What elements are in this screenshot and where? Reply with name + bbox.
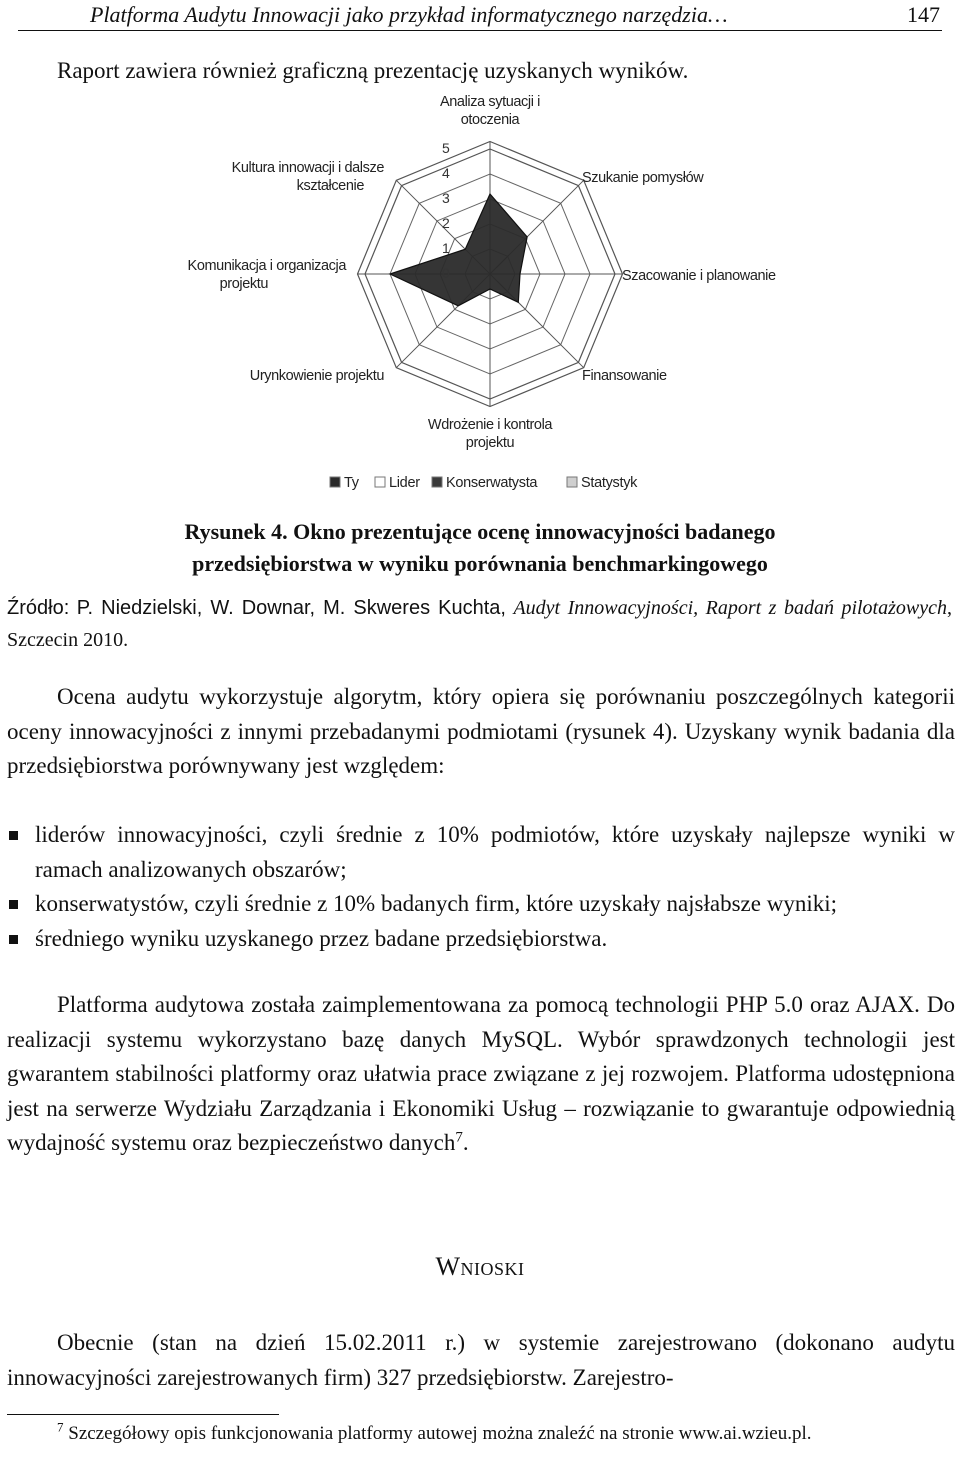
- bullet-list: [7, 818, 955, 956]
- bullet-item: [7, 818, 955, 887]
- series-area: [390, 194, 527, 306]
- source-label: Źródło:: [7, 597, 70, 619]
- legend-swatch: [567, 477, 577, 487]
- legend-swatch: [432, 477, 442, 487]
- legend-label: Konserwatysta: [446, 475, 538, 491]
- legend-swatch: [375, 477, 385, 487]
- category-label: Szukanie pomysłów: [582, 170, 704, 186]
- source-rest: , Szczecin 2010.: [7, 597, 952, 651]
- radar-series: [390, 194, 527, 306]
- category-label: Wdrożenie i kontrola projektu: [427, 417, 553, 451]
- square-bullet-icon: [9, 831, 18, 840]
- legend-label: Statystyk: [581, 475, 638, 491]
- paragraph-2: [7, 988, 955, 1161]
- bullet-text: liderów innowacyjności, czyli średnie z 10% podmiotów, które uzyskały najlepsze wyniki w ramach analizowanych obszarów;: [35, 822, 955, 882]
- section-title: Wnioski: [435, 1252, 525, 1281]
- paragraph-2-end: .: [462, 1130, 469, 1155]
- bullet-item: [7, 887, 955, 922]
- category-label: Komunikacja i organizacja projektu: [187, 258, 346, 292]
- tick-label: 4: [442, 165, 450, 181]
- bullet-item: [7, 922, 955, 957]
- footnote-number: 7: [57, 1419, 64, 1435]
- caption-line-2: przedsiębiorstwa w wyniku porównania benchmarkingowego: [192, 551, 768, 576]
- square-bullet-icon: [9, 900, 18, 909]
- caption-line-1: Rysunek 4. Okno prezentujące ocenę innowacyjności badanego: [184, 519, 776, 544]
- running-header-title: Platforma Audytu Innowacji jako przykład informatycznego narzędzia…: [90, 2, 728, 27]
- tick-label: 2: [442, 215, 450, 231]
- paragraph-3: Obecnie (stan na dzień 15.02.2011 r.) w systemie zarejestrowano (dokonano audytu innowacyjności zarejestrowanych firm) 327 przedsiębiorstw. Zarejestro-: [7, 1330, 955, 1390]
- tick-label: 3: [442, 190, 450, 206]
- bullet-text: średniego wyniku uzyskanego przez badane przedsiębiorstwa.: [35, 925, 608, 951]
- tick-label: 0: [442, 265, 450, 281]
- figure-source: [7, 592, 952, 656]
- source-authors: P. Niedzielski, W. Downar, M. Skweres Kuchta,: [76, 597, 506, 619]
- source-title: Audyt Innowacyjności, Raport z badań pilotażowych: [513, 597, 947, 619]
- footnote-ref: 7: [455, 1129, 463, 1146]
- category-label: Analiza sytuacji i otoczenia: [440, 94, 540, 128]
- square-bullet-icon: [9, 935, 18, 944]
- legend-label: Ty: [344, 475, 359, 491]
- running-header: [18, 0, 942, 31]
- category-label: Szacowanie i planowanie: [622, 268, 776, 284]
- paragraph-1: Ocena audytu wykorzystuje algorytm, który opiera się porównaniu poszczególnych kategorii oceny innowacyjności z innymi przebadanymi podmiotami (rysunek 4). Uzyskany wynik badania dla przedsiębiorstwa porównywany jest względem:: [7, 684, 955, 778]
- page-number: 147: [907, 2, 940, 27]
- legend-label: Lider: [389, 475, 420, 491]
- bullet-text: konserwatystów, czyli średnie z 10% badanych firm, które uzyskały najsłabsze wyniki;: [35, 891, 838, 916]
- paragraph-2-text: Platforma audytowa została zaimplementowana za pomocą technologii PHP 5.0 oraz AJAX. Do realizacji systemu wykorzystano bazę danych MySQL. Wybór sprawdzonych technologii jest gwarantem stabilności platformy oraz ułatwia prace związane z jej rozwojem. Platforma udostępniona jest na serwerze Wydziału Zarządzania i Ekonomiki Usług – rozwiązanie to gwarantuje odpowiednią wydajność systemu oraz bezpieczeństwo danych: [7, 992, 955, 1155]
- category-label: Urynkowienie projektu: [249, 368, 384, 384]
- radar-chart: [150, 92, 830, 502]
- category-label: Kultura innowacji i dalsze kształcenie: [231, 160, 384, 194]
- tick-label: 5: [442, 140, 450, 156]
- footnote-divider: [7, 1414, 279, 1415]
- intro-sentence: Raport zawiera również graficzną prezentację uzyskanych wyników.: [57, 58, 689, 83]
- legend-swatch: [330, 477, 340, 487]
- figure-caption: [0, 516, 960, 580]
- tick-label: 1: [442, 240, 450, 256]
- footnote-text: Szczegółowy opis funkcjonowania platformy autowej można znaleźć na stronie www.ai.wzieu.pl.: [68, 1423, 812, 1444]
- footnote: [7, 1420, 955, 1447]
- category-label: Finansowanie: [582, 368, 667, 384]
- radar-legend: [330, 475, 638, 491]
